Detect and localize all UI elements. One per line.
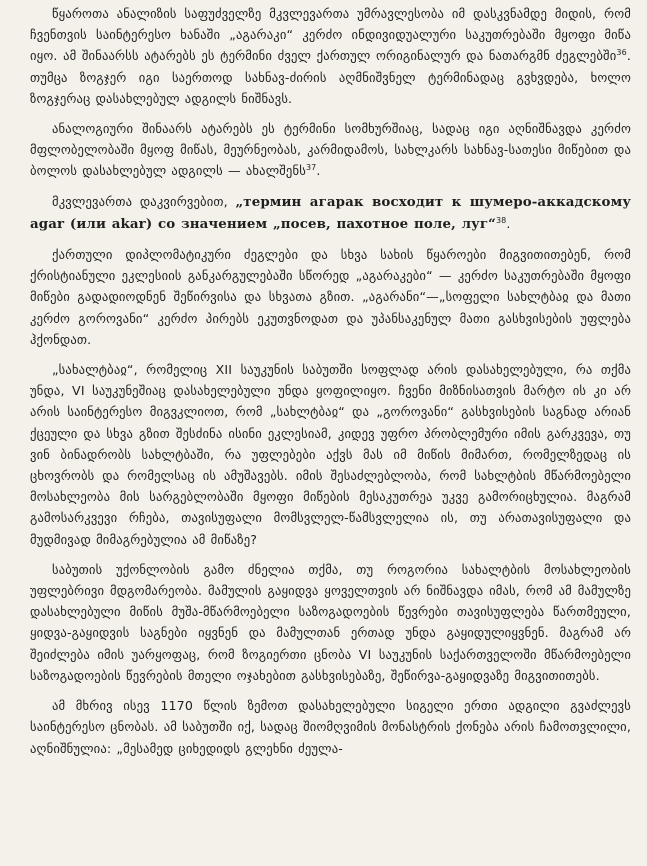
paragraph-2: [30, 118, 631, 182]
paragraph-7: [30, 695, 631, 759]
paragraph-1-tail: . თუმცა ზოგჯერ იგი საერთოდ სახნავ-ძირის აღმნიშვნელ ტერმინადაც გვხვდება, ხოლო ზოგჯერაც დასახლებულ ადგილს ნიშნავს.: [30, 48, 631, 106]
paragraph-3-lead: მკვლევართა დაკვირვებით,: [52, 193, 236, 209]
paragraph-2-tail: .: [316, 163, 321, 179]
paragraph-6-text: საბუთის უქონლობის გამო ძნელია თქმა, თუ როგორია სახალტბის მოსახლეობის უფლებრივი მდგომარეობა. მამულის გაყიდვა ყოველთვის არ ნიშნავდა იმას, რომ ამ მამულზე დასახლებული მიწის მუშა-მწარმოებელი საზოგადოების წევრები თავისუფლება წართმეული, ყიდვა-გაყიდვის საგნები იყვნენ და მამულთან ერთად უნდა გაყიდულიყვნენ. მაგრამ არ შეიძლება იმის უარყოფაც, რომ ზოგიერთი ცნობა VI საუკუნის საქართველოში მწარმოებელი საზოგადოების წევრების მთელი ოჯახებით გასხვისებაზე, შეწირვა-გაყიდვაზე მიგვითითებს.: [30, 561, 631, 683]
footnote-ref-36: 36: [616, 48, 627, 58]
paragraph-5-text: „სახალტბაჲ“, რომელიც XII საუკუნის საბუთში სოფლად არის დასახელებული, რა თქმა უნდა, VI საუკუნეშიაც დასახელებული უნდა ყოფილიყო. ჩვენი მიზნისათვის მარტო ის კი არ არის საინტერესო მიგვკლიოთ, რომ „სახლტბაჲ“ და „გოროვანი“ გასხვისების საგნად არიან ქცეული და სხვა გზით შესძინა ისინი ეკლესიამ, კიდევ უფრო პრობლემური იმის გარკვევა, თუ ვინ ბინადრობს სახლტბაში, რა უფლებები აქვს მას იმ მიწის მიმართ, რომელზედაც ის ცხოვრობს და რომელსაც ის ამუშავებს. იმის შესაძლებლობა, რომ სახლტბის მწარმოებელი მოსახლეობა მის სარგებლობაში მყოფი მიწების მესაკუთრეა უკვე გამორიცხულია. მაგრამ გამოსარკვევი რჩება, თავისუფალი მომსვლელ-წამსვლელია ის, თუ არათავისუფალი და მუდმივად მიმაგრებულია ამ მიწაზე?: [30, 362, 631, 547]
paragraph-3-tail: .: [506, 215, 511, 231]
paragraph-2-text: ანალოგიური შინაარს ატარებს ეს ტერმინი სომხურშიაც, სადაც იგი აღნიშნავდა კერძო მფლობელობაში მყოფ მიწას, მეურნეობას, კარმიდამოს, სახლკარს სახნავ-სათესი მიწებით და ბოლოს დასახლებულ ადგილს — ახალშენს: [30, 121, 631, 179]
footnote-ref-37: 37: [305, 163, 317, 173]
footnote-ref-38: 38: [495, 215, 507, 225]
paragraph-3: [30, 191, 631, 235]
paragraph-1-text: წყაროთა ანალიზის საფუძველზე მკვლევართა უმრავლესობა იმ დასკვნამდე მიდის, რომ ჩვენთვის საინტერესო ხანაში „აგარაკი“ კერძო ინდივიდუალური საკუთრებაში მყოფი მიწა იყო. ამ შინაარსს ატარებს ეს ტერმინი ძველ ქართულ ორიგინალურ და ნათარგმნ ძეგლებში: [30, 6, 631, 64]
paragraph-5: [30, 359, 631, 550]
paragraph-4: [30, 244, 631, 350]
russian-quotation: „термин агарак восходит к шумеро-аккадскому agar (или akar) со значением „посев, пахотное поле, луг“: [30, 193, 631, 232]
paragraph-7-text: ამ მხრივ ისევ 1170 წლის ზემოთ დასახელებული სიგელი ერთი ადგილი გვაძლევს საინტერესო ცნობას. ამ საბუთში იქ, სადაც შიომღვიმის მონასტრის ქონება არის ჩამოთვლილი, აღნიშნულია: „მესამედ ციხედიდს გლეხნი ძეულა-: [30, 698, 631, 756]
paragraph-6: [30, 559, 631, 686]
paragraph-1: [30, 3, 631, 109]
paragraph-4-text: ქართული დიპლომატიკური ძეგლები და სხვა სახის წყაროები მიგვითითებენ, რომ ქრისტიანული ეკლესიის განკარგულებაში სწორედ „აგარაკები“ — კერძო საკუთრებაში მყოფი მიწები გადადიოდნენ შეწირვისა და სხვათა გზით. „აგარანი“—„სოფელი სახლტბაჲ და მათი კერძო გოროვანი“ კერძო პირებს ეკუთვნოდათ და უპანსაკენულ მათი გასხვისების უფლება ჰქონდათ.: [30, 247, 631, 347]
